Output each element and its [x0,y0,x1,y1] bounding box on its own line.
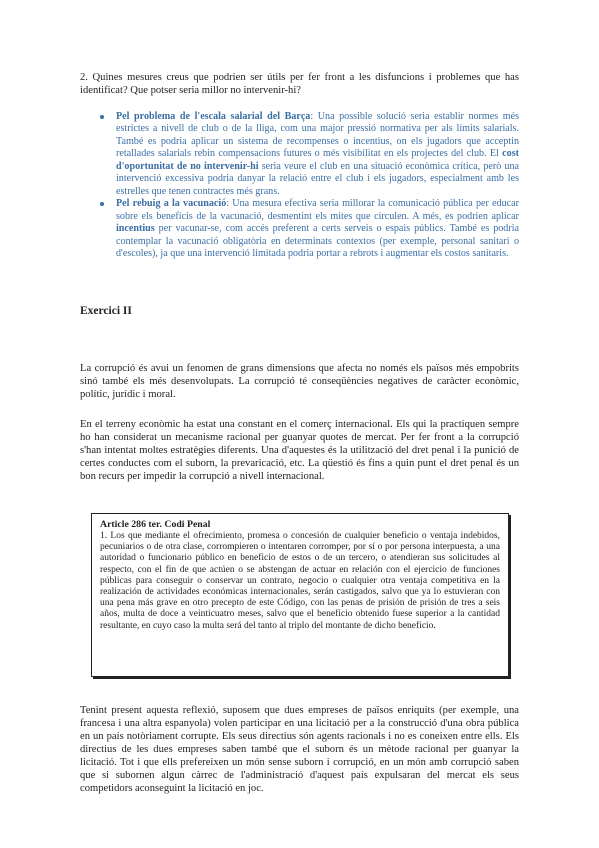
list-item [100,111,519,198]
paragraph: Tenint present aquesta reflexió, suposem que dues empreses de països enriquits (per exemple, una francesa i una altra espanyola) volen participar en una licitació per a la construcció d'una obra pública en un país notòriament corrupte. Els seus directius són agents racionals i no es coneixen entre ells. Els directius de les dues empreses saben també que el suborn és un mètode racional per guanyar la licitació. Tot i que ells prefereixen un món sense suborn i corrupció, en un món amb corrupció saben que si subornen algun càrrec de l'administració d'aquest país expulsaran del mercat els seus competidors aconseguint la licitació en joc. [80,705,519,794]
paragraph: En el terreny econòmic ha estat una constant en el comerç internacional. Els qui la practiquen sempre ho han considerat un mecanisme racional per guanyar quotes de mercat. Per fer front a la corrupció s'han intentat moltes estratègies diferents. Una d'aquestes és la utilització del dret penal i la punició de certes conductes com el suborn, la prevaricació, etc. La qüestió és fins a quin punt el dret penal és un bon recurs per impedir la corrupció a nivell internacional. [80,419,519,482]
bullet-text: per vacunar-se, com accés preferent a certs serveis o espais públics. També es podria contemplar la vacunació obligatòria en determinats contextos (per exemple, personal sanitari o d'escoles), ja que una intervenció limitada podria portar a rebrots i augmentar els costos sanitaris. [116,223,519,259]
question-text: 2. Quines mesures creus que podrien ser útils per fer front a les disfuncions i problemes que has identificat? Que potser seria millor no intervenir-hi? [80,72,519,96]
legal-quote-box [91,513,509,677]
bullet-text: : Una possible solució seria establir normes més estrictes a nivell de club o de la lliga, com una major pressió normativa per als límits salarials. També es podria aplicar un sistema de recompenses o incentius, on els jugadors que acceptin retallades salarials rebin compensacions futures o més visibilitat en els projectes del club. El [116,111,519,160]
list-item [100,198,519,260]
article-title: Article 286 ter. Codi Penal [100,519,211,530]
bullet-emphasis: cost d'oportunitat de no intervenir-hi [116,148,519,172]
article-text: 1. Los que mediante el ofrecimiento, promesa o concesión de cualquier beneficio o ventaja indebidos, pecuniarios o de otra clase, corrompieren o intentaren corromper, por sí o por persona interpuesta, a una autoridad o funcionario público en beneficio de estos o de un tercero, o atendieran sus solicitudes al respecto, con el fin de que actúen o se abstengan de actuar en relación con el ejercicio de funciones públicas para conseguir o conservar un contrato, negocio o cualquier otra ventaja competitiva en la realización de actividades económicas internacionales, serán castigados, salvo que ya lo estuvieran con una pena más grave en otro precepto de este Código, con las penas de prisión de prisión de tres a seis años, multa de doce a veinticuatro meses, salvo que el beneficio obtenido fuese superior a la cantidad resultante, en cuyo caso la multa será del tanto al triplo del montante de dicho beneficio. [100,531,500,631]
bullet-title: Pel rebuig a la vacunació [116,198,227,210]
section-heading: Exercici II [80,305,132,317]
bullet-title: Pel problema de l'escala salarial del Barça [116,111,311,122]
bullet-emphasis: incentius [116,223,155,235]
bullet-text: seria veure el club en una situació econòmica crítica, però una intervenció excessiva podria danyar la relació entre el club i els jugadors, especialment amb les estrelles que tenen contractes més grans. [116,160,519,197]
paragraph: La corrupció és avui un fenomen de grans dimensions que afecta no només els països més empobrits sinó també els més desenvolupats. La corrupció té conseqüències negatives de caràcter econòmic, polític, jurídic i moral. [80,363,519,400]
bullet-text: : Una mesura efectiva seria millorar la comunicació pública per educar sobre els beneficis de la vacunació, desmentint els mites que circulen. A més, es podrien aplicar [116,198,520,222]
measures-list [100,111,519,260]
